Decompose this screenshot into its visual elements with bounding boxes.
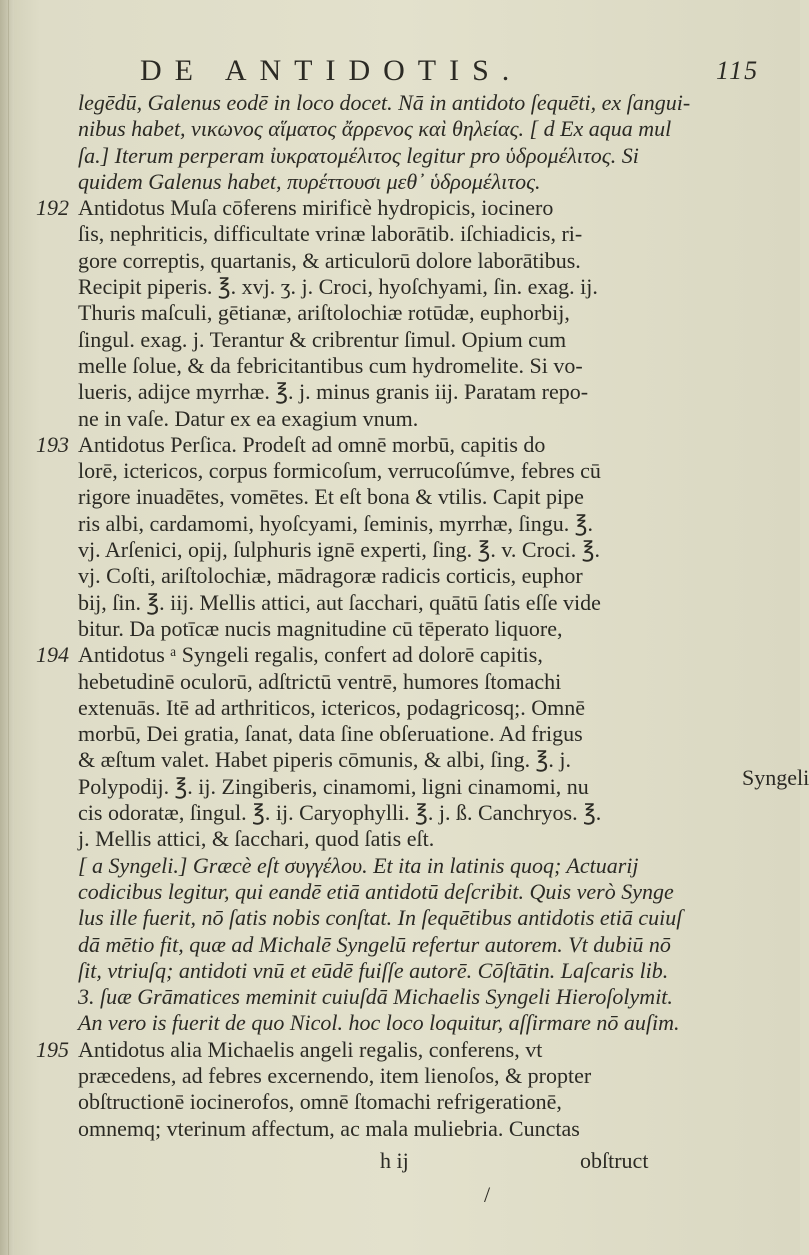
text-line	[36, 353, 736, 379]
text-line	[36, 406, 736, 432]
text-line	[36, 1037, 736, 1063]
text-line	[36, 379, 736, 405]
line-text: Antidotus Perſica. Prodeſt ad omnē morbū, capitis do	[78, 431, 546, 457]
line-text: Thuris maſculi, gētianæ, ariſtolochiæ rotūdæ, euphorbij,	[78, 300, 570, 326]
text-line	[36, 90, 736, 116]
line-text: gore correptis, quartanis, & articulorū dolore laborātibus.	[78, 247, 581, 273]
line-text: lorē, ictericos, corpus formicoſum, verrucoſúmve, febres cū	[78, 458, 601, 484]
line-text: 3. ſuæ Grāmatices meminit cuiuſdā Michaelis Syngeli Hieroſolymit.	[78, 984, 673, 1010]
text-line	[36, 327, 736, 353]
text-line	[36, 1063, 736, 1089]
line-text: j. Mellis attici, & ſacchari, quod ſatis eſt.	[78, 826, 435, 852]
line-text: lus ille fuerit, nō ſatis nobis conſtat. In ſequētibus antidotis etiā cuiuſ	[78, 905, 683, 931]
text-line	[36, 221, 736, 247]
text-line	[36, 695, 736, 721]
text-line	[36, 905, 736, 931]
line-text: obſtructionē iocinerofos, omnē ſtomachi refrigerationē,	[78, 1089, 562, 1115]
line-text: nibus habet, νικωνος αἵματος ἄρρενος καὶ θηλείας. [ d Ex aqua mul	[78, 116, 672, 142]
line-text: vj. Arſenici, opij, ſulphuris ignē experti, ſing. ℥. v. Croci. ℥.	[78, 537, 600, 563]
line-text: ne in vaſe. Datur ex ea exagium vnum.	[78, 405, 419, 431]
line-text: dā mētio fit, quæ ad Michalē Syngelū refertur autorem. Vt dubiū nō	[78, 931, 671, 957]
line-text: hebetudinē oculorū, adſtrictū ventrē, humores ſtomachi	[78, 668, 562, 694]
text-line	[36, 800, 736, 826]
line-text: melle ſolue, & da febricitantibus cum hydromelite. Si vo-	[78, 352, 583, 378]
text-line	[36, 826, 736, 852]
text-line	[36, 747, 736, 773]
text-line	[36, 642, 736, 668]
line-text: Antidotus alia Michaelis angeli regalis, conferens, vt	[78, 1036, 543, 1062]
text-line	[36, 458, 736, 484]
text-line	[36, 879, 736, 905]
line-text: extenuās. Itē ad arthriticos, ictericos, podagricosq;. Omnē	[78, 694, 586, 720]
text-line	[36, 143, 736, 169]
text-line	[36, 537, 736, 563]
text-line	[36, 116, 736, 142]
text-line	[36, 1010, 736, 1036]
line-text: ſit, vtriuſq; antidoti vnū et eūdē fuiſſe autorē. Cōſtātin. Laſcaris lib.	[78, 957, 669, 983]
line-text: bitur. Da potīcæ nucis magnitudine cū tēperato liquore,	[78, 615, 563, 641]
line-text: cis odoratæ, ſingul. ℥. ij. Caryophylli. ℥. j. ß. Canchryos. ℥.	[78, 800, 602, 826]
line-text: Polypodij. ℥. ij. Zingiberis, cinamomi, ligni cinamomi, nu	[78, 773, 589, 799]
line-text: Recipit piperis. ℥. xvj. ʒ. j. Croci, hyoſchyami, ſin. exag. ij.	[78, 274, 598, 300]
text-line	[36, 195, 736, 221]
binding-rule	[8, 0, 9, 1255]
text-line	[36, 1116, 736, 1142]
line-text: codicibus legitur, qui eandē etiā antidotū deſcribit. Quis verò Synge	[78, 878, 674, 904]
line-text: Antidotus Muſa cōferens mirificè hydropicis, iocinero	[78, 195, 554, 221]
line-text: vj. Coſti, ariſtolochiæ, mādragoræ radicis corticis, euphor	[78, 563, 583, 589]
text-line	[36, 984, 736, 1010]
line-text: ris albi, cardamomi, hyoſcyami, ſeminis, myrrhæ, ſingu. ℥.	[78, 510, 593, 536]
paragraph-number: 194	[36, 642, 69, 668]
line-text: [ a Syngeli.] Græcè eſt συγγέλου. Et ita in latinis quoq; Actuarij	[78, 852, 639, 878]
binding-edge	[0, 0, 14, 1255]
catchword: obſtruct	[580, 1148, 649, 1173]
text-line	[36, 248, 736, 274]
text-line	[36, 774, 736, 800]
text-line	[36, 563, 736, 589]
line-text: lueris, adijce myrrhæ. ℥. j. minus granis iij. Paratam repo-	[78, 379, 589, 405]
text-line	[36, 669, 736, 695]
text-line	[36, 721, 736, 747]
text-line	[36, 1089, 736, 1115]
line-text: morbū, Dei gratia, ſanat, data ſine obſeruatione. Ad frigus	[78, 721, 583, 747]
line-text: præcedens, ad febres excernendo, item lienoſos, & propter	[78, 1062, 592, 1088]
text-line	[36, 853, 736, 879]
line-text: legēdū, Galenus eodē in loco docet. Nā in antidoto ſequēti, ex ſangui-	[78, 90, 691, 115]
page-number: 115	[716, 56, 760, 85]
line-text: ſingul. exag. j. Terantur & cribrentur ſimul. Opium cum	[78, 326, 567, 352]
line-text: ſa.] Iterum perperam ἰυκρατομέλιτος legitur pro ὑδρομέλιτος. Si	[78, 142, 639, 168]
line-text: & æſtum valet. Habet piperis cōmunis, & albi, ſing. ℥. j.	[78, 747, 571, 773]
running-head: DE ANTIDOTIS.	[140, 54, 523, 87]
paragraph-number: 193	[36, 431, 69, 457]
text-line	[36, 932, 736, 958]
line-text: bij, ſin. ℥. iij. Mellis attici, aut ſacchari, quātū ſatis eſſe vide	[78, 589, 601, 615]
text-line	[36, 169, 736, 195]
stray-mark: /	[484, 1182, 491, 1207]
line-text: quidem Galenus habet, πυρέττουσι μεθ᾽ ὑδρομέλιτος.	[78, 168, 541, 194]
line-text: An vero is fuerit de quo Nicol. hoc loco loquitur, aſſirmare nō auſim.	[78, 1010, 680, 1036]
text-line	[36, 300, 736, 326]
text-line	[36, 432, 736, 458]
marginal-note: Syngeli	[742, 765, 809, 790]
text-line	[36, 616, 736, 642]
text-line	[36, 590, 736, 616]
paragraph-number: 195	[36, 1036, 69, 1062]
text-block	[36, 90, 736, 1142]
text-line	[36, 511, 736, 537]
line-text: ſis, nephriticis, difficultate vrinæ laborātib. iſchiadicis, ri-	[78, 221, 583, 247]
text-line	[36, 484, 736, 510]
text-line	[36, 274, 736, 300]
line-text: omnemq; vterinum affectum, ac mala muliebria. Cunctas	[78, 1115, 580, 1141]
line-text: Antidotus ᵃ Syngeli regalis, confert ad dolorē capitis,	[78, 642, 543, 668]
line-text: rigore inuadētes, vomētes. Et eſt bona & vtilis. Capit pipe	[78, 484, 584, 510]
paragraph-number: 192	[36, 195, 69, 221]
signature-mark: h ij	[380, 1148, 409, 1173]
text-line	[36, 958, 736, 984]
